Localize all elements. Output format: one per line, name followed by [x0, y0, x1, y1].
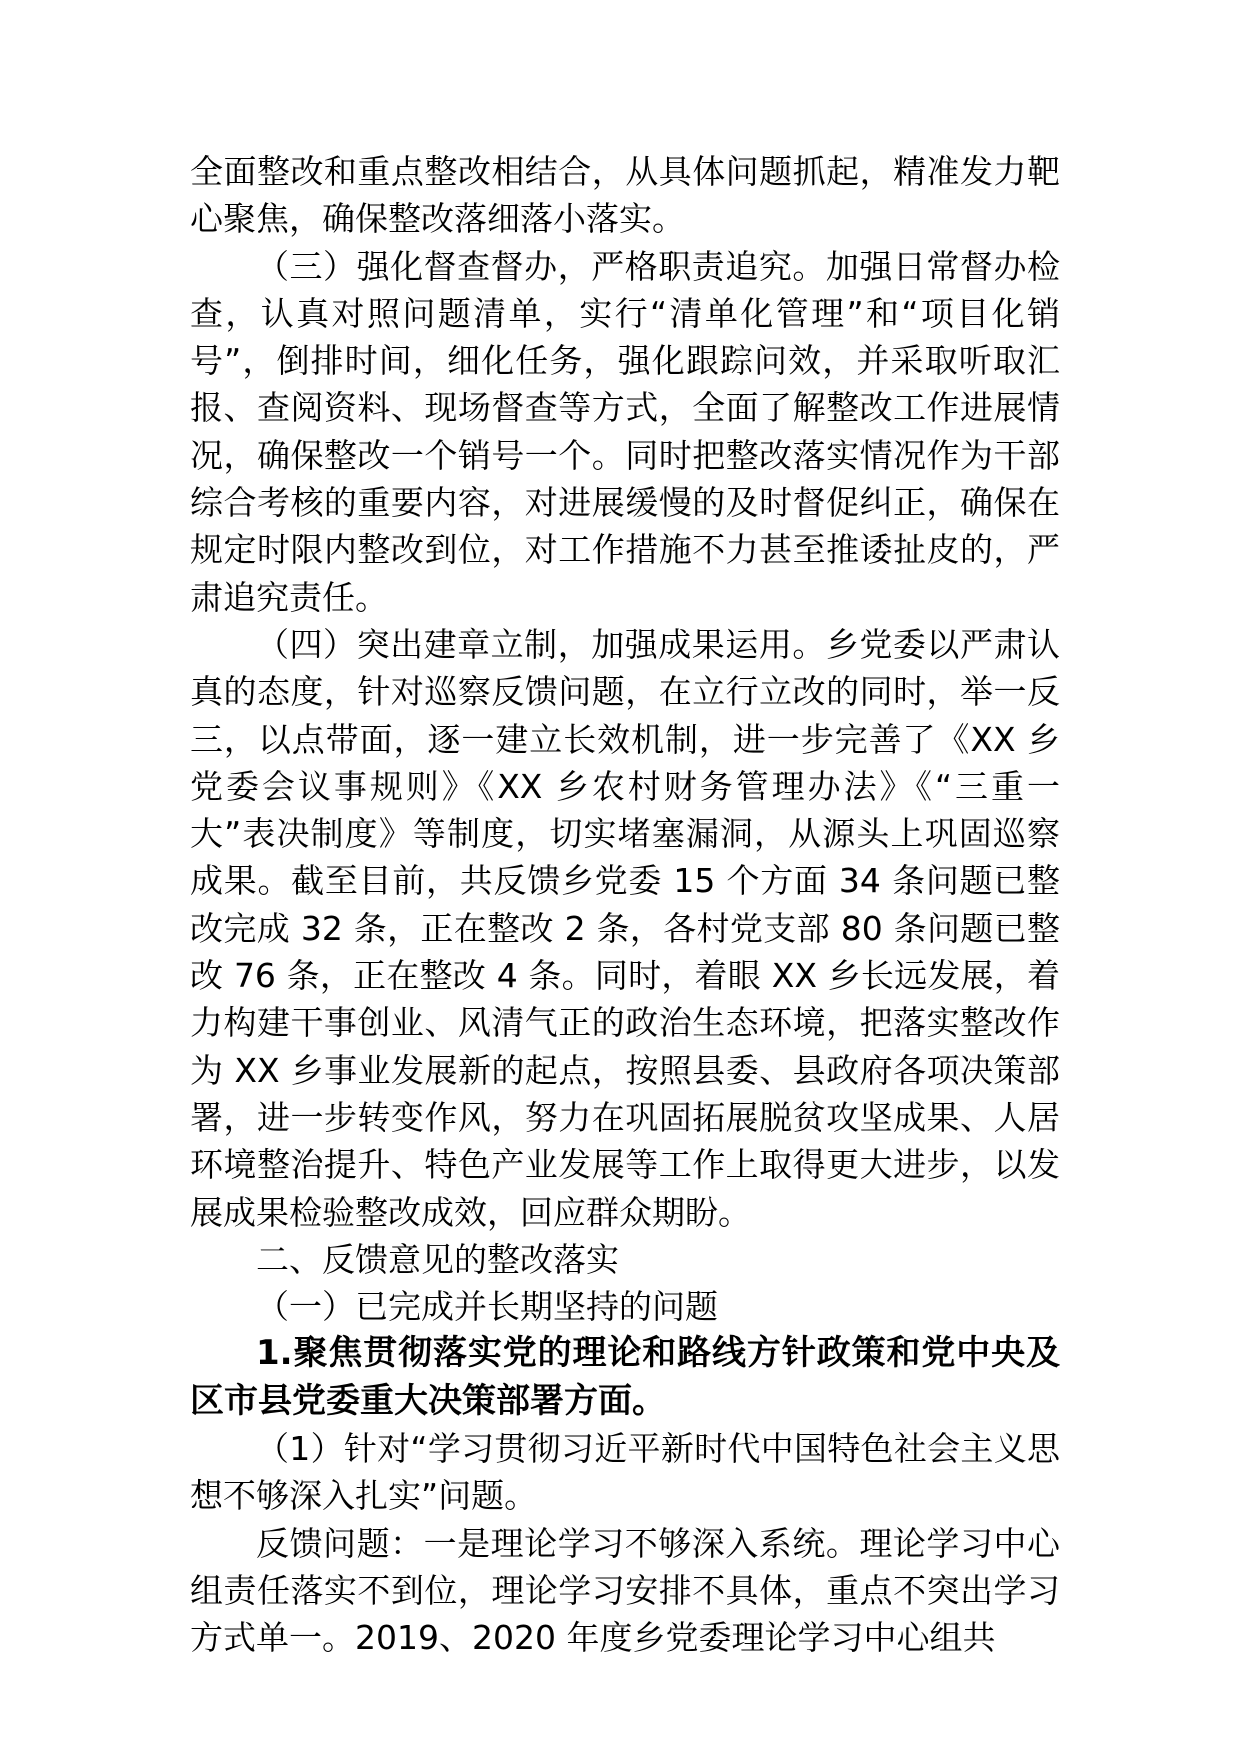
- paragraph-feedback-issue: 反馈问题：一是理论学习不够深入系统。理论学习中心组责任落实不到位，理论学习安排不具体，重点不突出学习方式单一。2019、2020 年度乡党委理论学习中心组共: [190, 1523, 1060, 1658]
- item-heading-bold: 1.聚焦贯彻落实党的理论和路线方针政策和党中央及区市县党委重大决策部署方面。: [190, 1333, 1060, 1421]
- paragraph-continuation: 全面整改和重点整改相结合，从具体问题抓起，精准发力靶心聚焦，确保整改落细落小落实。: [190, 152, 1060, 239]
- section-heading-feedback-rectification: 二、反馈意见的整改落实: [256, 1239, 619, 1279]
- paragraph-institution-building: （四）突出建章立制，加强成果运用。乡党委以严肃认真的态度，针对巡察反馈问题，在立行立改的同时，举一反三，以点带面，逐一建立长效机制，进一步完善了《XX 乡党委会议事规则》《XX 乡农村财务管理办法》《“三重一大”表决制度》等制度，切实堵塞漏洞，从源头上巩固巡察成果。截至目前，共反馈乡党委 15 个方面 34 条问题已整改完成 32 条，正在整改 2 条，各村党支部 80 条问题已整改 76 条，正在整改 4 条。同时，着眼 XX 乡长远发展，着力构建干事创业、风清气正的政治生态环境，把落实整改作为 XX 乡事业发展新的起点，按照县委、县政府各项决策部署，进一步转变作风，努力在巩固拓展脱贫攻坚成果、人居环境整治提升、特色产业发展等工作上取得更大进步，以发展成果检验整改成效，回应群众期盼。: [190, 624, 1060, 1232]
- document-body: [190, 148, 1060, 1662]
- subsection-heading-completed: （一）已完成并长期坚持的问题: [256, 1287, 718, 1327]
- paragraph-supervision: （三）强化督查督办，严格职责追究。加强日常督办检查，认真对照问题清单，实行“清单化管理”和“项目化销号”，倒排时间，细化任务，强化跟踪问效，并采取听取汇报、查阅资料、现场督查等方式，全面了解整改工作进展情况，确保整改一个销号一个。同时把整改落实情况作为干部综合考核的重要内容，对进展缓慢的及时督促纠正，确保在规定时限内整改到位，对工作措施不力甚至推诿扯皮的，严肃追究责任。: [190, 246, 1060, 617]
- sub-item-heading: （1）针对“学习贯彻习近平新时代中国特色社会主义思想不够深入扎实”问题。: [190, 1429, 1060, 1516]
